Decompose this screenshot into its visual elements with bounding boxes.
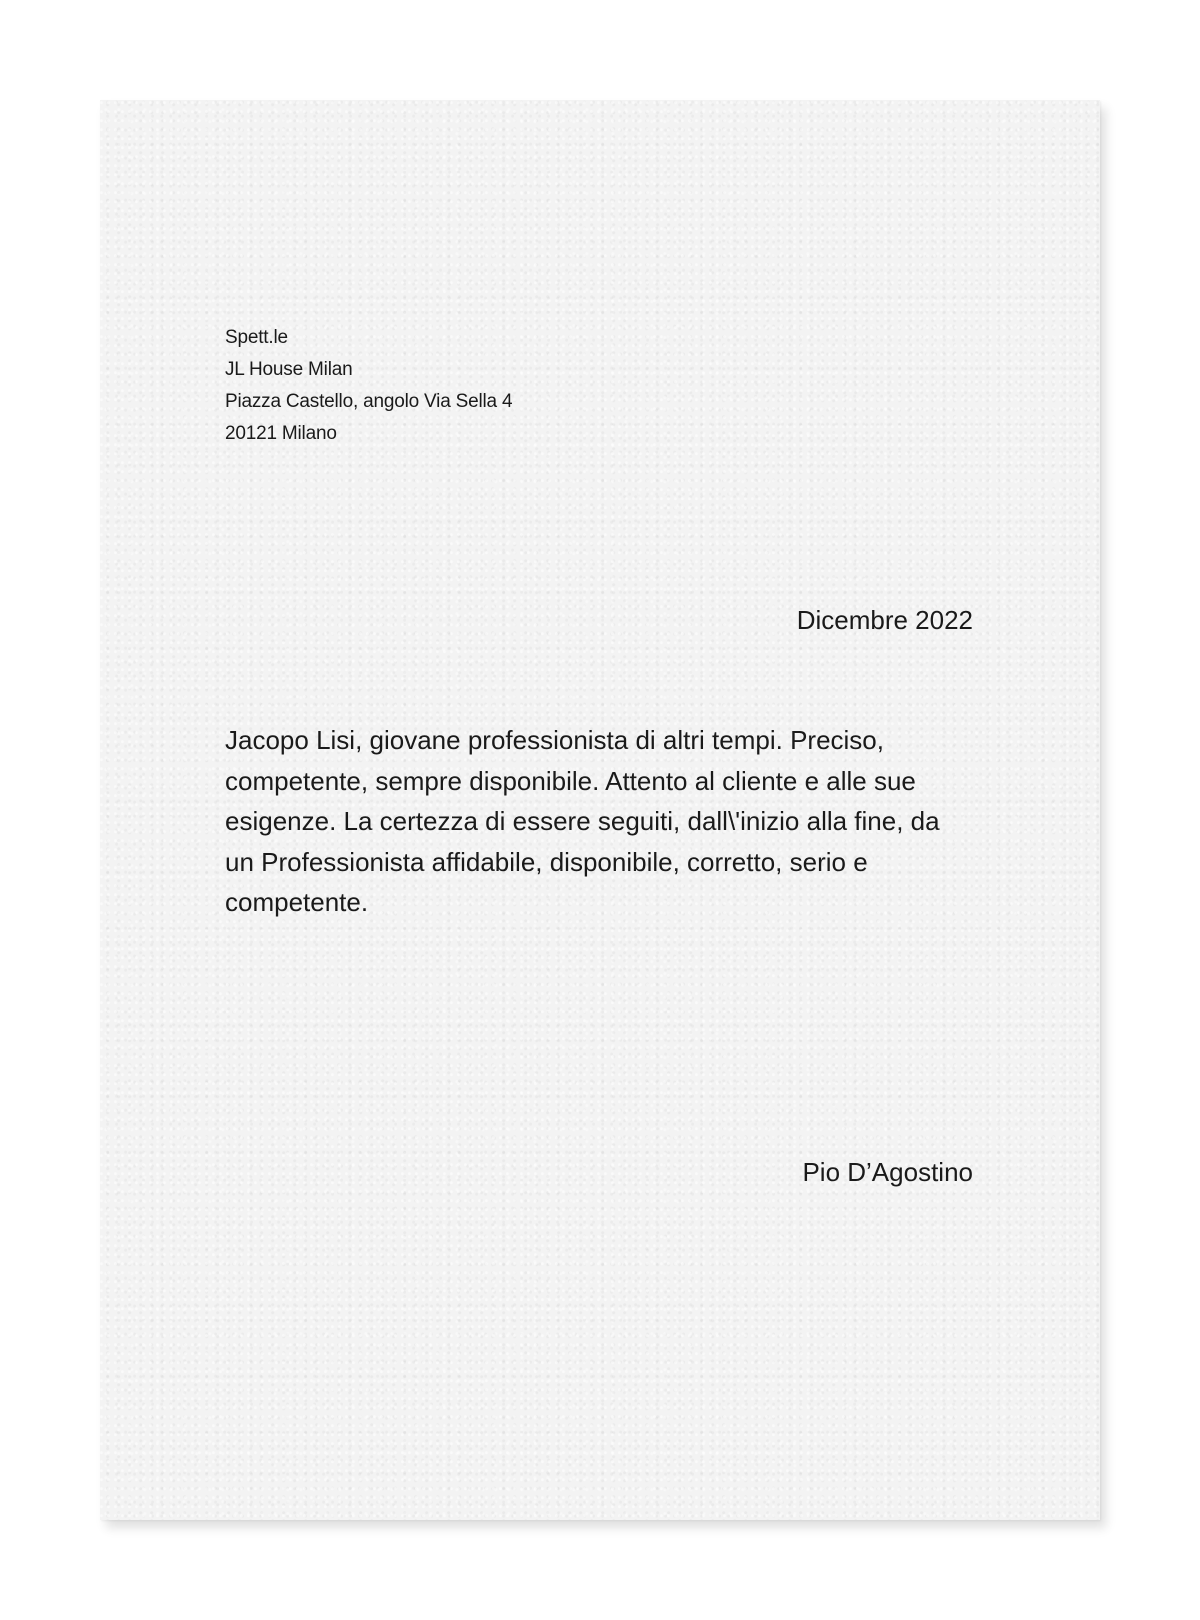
recipient-city: 20121 Milano bbox=[225, 423, 337, 444]
letter-paper bbox=[100, 100, 1100, 1520]
recipient-address bbox=[225, 322, 512, 450]
letter-body: Jacopo Lisi, giovane professionista di altri tempi. Preciso, competente, sempre disponibile. Attento al cliente e alle sue esigenze. La certezza di essere seguiti, dall\'inizio alla fine, da un Professionista affidabile, disponibile, corretto, serio e competente. bbox=[225, 725, 940, 917]
recipient-street: Piazza Castello, angolo Via Sella 4 bbox=[225, 391, 513, 412]
letter-date: Dicembre 2022 bbox=[796, 605, 973, 635]
recipient-company: JL House Milan bbox=[225, 359, 353, 380]
signature-name: Pio D’Agostino bbox=[802, 1157, 973, 1187]
recipient-salutation: Spett.le bbox=[225, 327, 288, 348]
